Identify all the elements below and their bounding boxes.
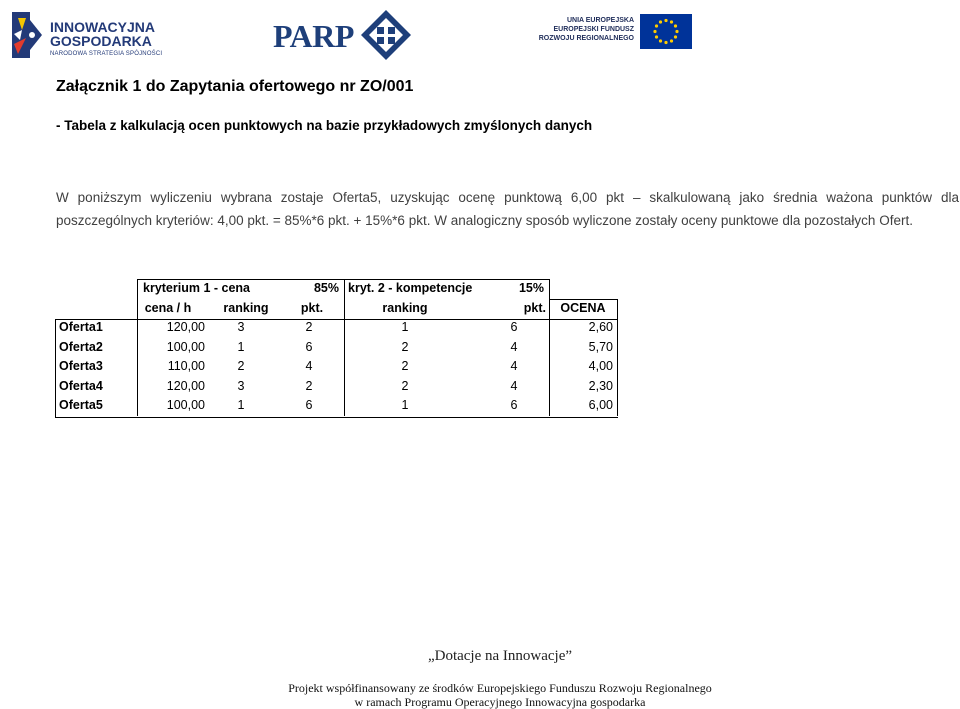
border-after-name — [137, 279, 138, 416]
col-cena: cena / h — [144, 300, 192, 315]
offer-pkt1: 4 — [305, 359, 313, 373]
offer-price: 100,00 — [166, 398, 205, 412]
offer-name: Oferta5 — [59, 398, 103, 412]
offer-pkt1: 2 — [305, 320, 313, 334]
offer-pkt2: 6 — [510, 398, 518, 412]
offer-name: Oferta1 — [59, 320, 103, 334]
col-ranking-2: ranking — [382, 300, 428, 315]
offer-ocena: 5,70 — [588, 339, 613, 354]
border-right — [617, 299, 618, 416]
offer-ocena: 2,60 — [588, 320, 613, 334]
offer-rank1: 3 — [237, 320, 245, 334]
col-pkt-2: pkt. — [523, 300, 546, 315]
offer-rank1: 1 — [237, 339, 245, 354]
document-title: Załącznik 1 do Zapytania ofertowego nr ZO/001 — [56, 78, 414, 95]
scoring-table — [55, 279, 619, 416]
footer-funding-note — [0, 681, 960, 709]
paragraph-line-1: W poniższym wyliczeniu wybrana zostaje Oferta5, uzyskując ocenę punktową 6,00 pkt – skalkulowaną jako średnia ważona punktów dla — [56, 190, 959, 205]
offer-pkt1: 2 — [305, 378, 313, 393]
offer-ocena: 4,00 — [588, 359, 613, 373]
eu-line1: UNIA EUROPEJSKA — [566, 17, 634, 24]
eu-line2: EUROPEJSKI FUNDUSZ — [553, 26, 634, 33]
offer-pkt2: 4 — [510, 378, 518, 393]
offer-price: 120,00 — [166, 320, 205, 334]
offer-name: Oferta2 — [59, 339, 103, 354]
col-pkt-1: pkt. — [300, 300, 324, 315]
ig-subtitle: NARODOWA STRATEGIA SPÓJNOŚCI — [50, 51, 163, 57]
paragraph-line-2: poszczególnych kryteriów: 4,00 pkt. = 85%*6 pkt. + 15%*6 pkt. W analogiczny sposób wyliczone zostały oceny punktowe dla pozostałych Ofert. — [56, 213, 913, 228]
ig-line2: GOSPODARKA — [50, 33, 152, 49]
offer-name: Oferta3 — [59, 359, 103, 373]
col-ranking-1: ranking — [223, 300, 269, 315]
table-column-header — [55, 299, 619, 319]
group1-label: kryterium 1 - cena — [143, 281, 250, 295]
offer-ocena: 6,00 — [588, 398, 613, 412]
border-top-groups — [137, 279, 549, 280]
offer-pkt2: 4 — [510, 339, 518, 354]
parp-logo — [273, 8, 418, 60]
footer-line-1: Projekt współfinansowany ze środków Europejskiego Funduszu Rozwoju Regionalnego — [288, 681, 712, 695]
document-subtitle: - Tabela z kalkulacją ocen punktowych na bazie przykładowych zmyślonych danych — [56, 118, 593, 133]
ig-emblem-icon — [8, 10, 44, 60]
explanation-paragraph — [56, 186, 959, 232]
offer-price: 100,00 — [166, 339, 205, 354]
offer-price: 110,00 — [167, 359, 205, 373]
offer-rank2: 1 — [401, 398, 409, 412]
border-after-criterion1 — [344, 279, 345, 416]
offer-rows-border — [55, 319, 618, 418]
parp-diamond-icon — [359, 8, 413, 62]
offer-pkt2: 4 — [510, 359, 518, 373]
ig-line1: INNOWACYJNA — [50, 19, 156, 35]
border-top-ocena — [549, 299, 617, 300]
offer-name: Oferta4 — [59, 378, 103, 393]
footer-slogan: „Dotacje na Innowacje” — [427, 648, 573, 664]
footer-line-2: w ramach Programu Operacyjnego Innowacyjna gospodarka — [354, 695, 646, 709]
offer-rank2: 2 — [401, 378, 409, 393]
offer-pkt1: 6 — [305, 339, 313, 354]
offer-price: 120,00 — [166, 378, 205, 393]
offer-rank2: 1 — [401, 320, 409, 334]
offer-rank1: 1 — [237, 398, 245, 412]
offer-pkt1: 6 — [305, 398, 313, 412]
eu-flag-icon — [640, 14, 692, 49]
offer-ocena: 2,30 — [588, 378, 613, 393]
offer-pkt2: 6 — [510, 320, 518, 334]
parp-wordmark: PARP — [273, 18, 354, 54]
table-group-header — [55, 279, 619, 299]
group2-label: kryt. 2 - kompetencje — [348, 281, 473, 295]
group2-weight: 15% — [518, 281, 544, 295]
eu-line3: ROZWOJU REGIONALNEGO — [538, 35, 634, 42]
group1-weight: 85% — [313, 281, 339, 295]
offer-rank2: 2 — [401, 359, 409, 373]
col-ocena: OCENA — [560, 300, 606, 315]
offer-rank1: 2 — [237, 359, 245, 373]
eu-logo — [540, 14, 692, 54]
offer-rank1: 3 — [237, 378, 245, 393]
innowacyjna-gospodarka-logo — [8, 10, 168, 62]
offer-rank2: 2 — [401, 339, 409, 354]
